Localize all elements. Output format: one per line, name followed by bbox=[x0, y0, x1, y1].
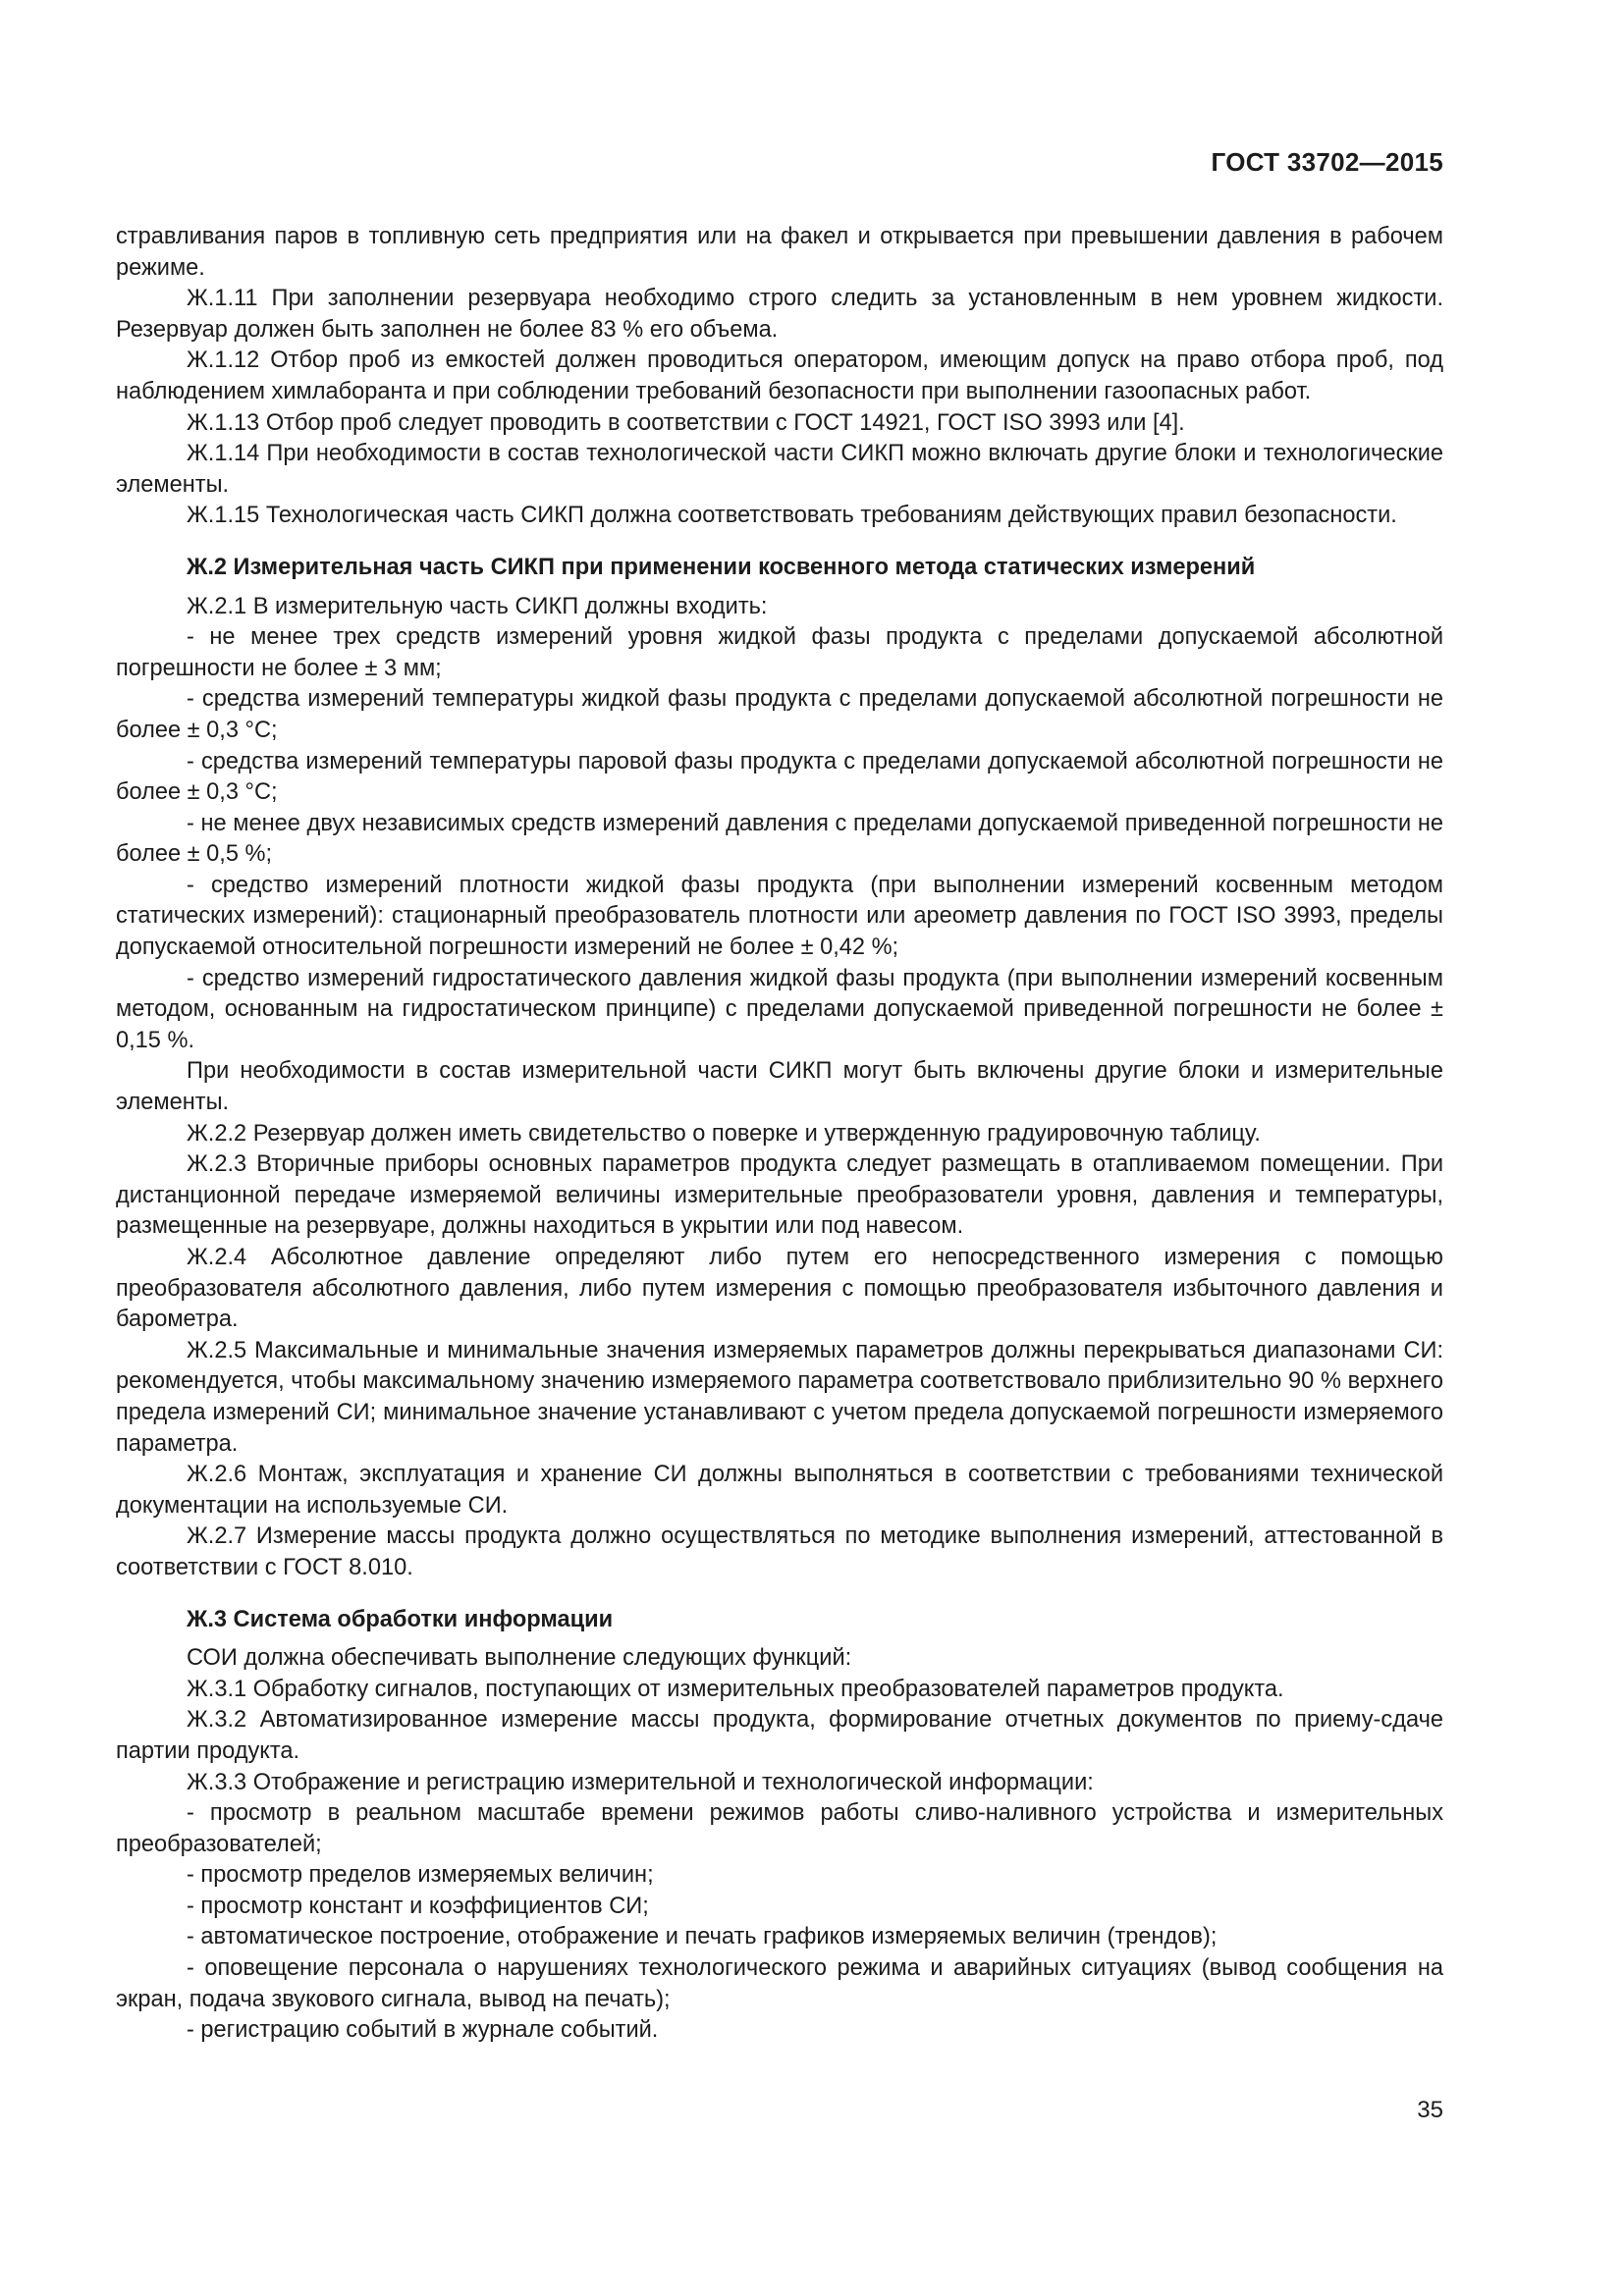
list-item: - средство измерений гидростатического давления жидкой фазы продукта (при выполнении измерений косвенным методом, основанным на гидростатическом принципе) с пределами допускаемой приведенной погрешности не более ± 0,15 %. bbox=[116, 965, 1443, 1053]
list-item: - просмотр пределов измеряемых величин; bbox=[187, 1862, 654, 1889]
paragraph-zh-1-15: Ж.1.15 Технологическая часть СИКП должна соответствовать требованиям действующих правил безопасности. bbox=[187, 503, 1397, 529]
list-item: - просмотр в реальном масштабе времени режимов работы сливо-наливного устройства и измерительных преобразователей; bbox=[116, 1800, 1443, 1857]
paragraph: СОИ должна обеспечивать выполнение следующих функций: bbox=[187, 1645, 852, 1672]
paragraph-zh-1-12: Ж.1.12 Отбор проб из емкостей должен проводиться оператором, имеющим допуск на право отбора проб, под наблюдением химлаборанта и при соблюдении требований безопасности при выполнении газоопасных работ. bbox=[116, 347, 1443, 404]
paragraph-zh-1-13: Ж.1.13 Отбор проб следует проводить в соответствии с ГОСТ 14921, ГОСТ ISO 3993 или [4]. bbox=[187, 409, 1185, 436]
paragraph-zh-2-4: Ж.2.4 Абсолютное давление определяют либо путем его непосредственного измерения с помощью преобразователя абсолютного давления, либо путем измерения с помощью преобразователя избыточного давления и барометра. bbox=[116, 1245, 1443, 1333]
list-item: - просмотр констант и коэффициентов СИ; bbox=[187, 1893, 649, 1919]
document-standard-number: ГОСТ 33702—2015 bbox=[1211, 147, 1443, 177]
list-item: - средство измерений плотности жидкой фазы продукта (при выполнении измерений косвенным методом статических измерений): стационарный преобразователь плотности или ареометр давления по ГОСТ ISO 3993, пределы допускаемой относительной погрешности измерений не более ± 0,42 %; bbox=[116, 872, 1443, 961]
paragraph: При необходимости в состав измерительной части СИКП могут быть включены другие блоки и измерительные элементы. bbox=[116, 1058, 1443, 1116]
paragraph-zh-1-14: Ж.1.14 При необходимости в состав технологической части СИКП можно включать другие блоки и технологические элементы. bbox=[116, 441, 1443, 498]
paragraph-zh-1-11: Ж.1.11 При заполнении резервуара необходимо строго следить за установленным в нем уровнем жидкости. Резервуар должен быть заполнен не более 83 % его объема. bbox=[116, 286, 1443, 343]
paragraph: стравливания паров в топливную сеть предприятия или на факел и открывается при превышении давления в рабочем режиме. bbox=[116, 224, 1443, 281]
list-item: - средства измерений температуры паровой фазы продукта с пределами допускаемой абсолютной погрешности не более ± 0,3 °С; bbox=[116, 748, 1443, 806]
list-item: - не менее двух независимых средств измерений давления с пределами допускаемой приведенной погрешности не более ± 0,5 %; bbox=[116, 810, 1443, 868]
paragraph-zh-3-3: Ж.3.3 Отображение и регистрацию измерительной и технологической информации: bbox=[187, 1769, 1094, 1795]
paragraph-zh-2-5: Ж.2.5 Максимальные и минимальные значения измеряемых параметров должны перекрываться диапазонами СИ: рекомендуется, чтобы максимальному значению измеряемого параметра соответствовало приблизительно 90 % верхнего предела измерений СИ; минимальное значение устанавливают с учетом предела допускаемой погрешности измеряемого параметра. bbox=[116, 1337, 1443, 1457]
paragraph-zh-3-1: Ж.3.1 Обработку сигналов, поступающих от измерительных преобразователей параметров продукта. bbox=[187, 1676, 1284, 1702]
list-item: - регистрацию событий в журнале событий. bbox=[187, 2017, 659, 2044]
section-heading-zh-3: Ж.3 Система обработки информации bbox=[187, 1606, 614, 1632]
list-item: - автоматическое построение, отображение и печать графиков измеряемых величин (трендов); bbox=[187, 1924, 1218, 1950]
list-item: - оповещение персонала о нарушениях технологического режима и аварийных ситуациях (вывод сообщения на экран, подача звукового сигнала, вывод на печать); bbox=[116, 1955, 1443, 2012]
list-item: - не менее трех средств измерений уровня жидкой фазы продукта с пределами допускаемой абсолютной погрешности не более ± 3 мм; bbox=[116, 624, 1443, 681]
paragraph-zh-2-7: Ж.2.7 Измерение массы продукта должно осуществляться по методике выполнения измерений, аттестованной в соответствии с ГОСТ 8.010. bbox=[116, 1523, 1443, 1580]
list-item: - средства измерений температуры жидкой фазы продукта с пределами допускаемой абсолютной погрешности не более ± 0,3 °С; bbox=[116, 686, 1443, 743]
paragraph-zh-2-6: Ж.2.6 Монтаж, эксплуатация и хранение СИ должны выполняться в соответствии с требованиями технической документации на используемые СИ. bbox=[116, 1462, 1443, 1519]
page-number: 35 bbox=[1417, 2097, 1443, 2123]
paragraph-zh-3-2: Ж.3.2 Автоматизированное измерение массы продукта, формирование отчетных документов по приему-сдаче партии продукта. bbox=[116, 1707, 1443, 1764]
paragraph-zh-2-1: Ж.2.1 В измерительную часть СИКП должны входить: bbox=[187, 593, 768, 619]
paragraph-zh-2-3: Ж.2.3 Вторичные приборы основных параметров продукта следует размещать в отапливаемом помещении. При дистанционной передаче измеряемой величины измерительные преобразователи уровня, давления и температуры, размещенные на резервуаре, должны находиться в укрытии или под навесом. bbox=[116, 1151, 1443, 1240]
paragraph-zh-2-2: Ж.2.2 Резервуар должен иметь свидетельство о поверке и утвержденную градуировочную таблицу. bbox=[187, 1120, 1261, 1147]
document-body bbox=[116, 222, 1443, 2047]
section-heading-zh-2: Ж.2 Измерительная часть СИКП при применении косвенного метода статических измерений bbox=[187, 554, 1256, 580]
